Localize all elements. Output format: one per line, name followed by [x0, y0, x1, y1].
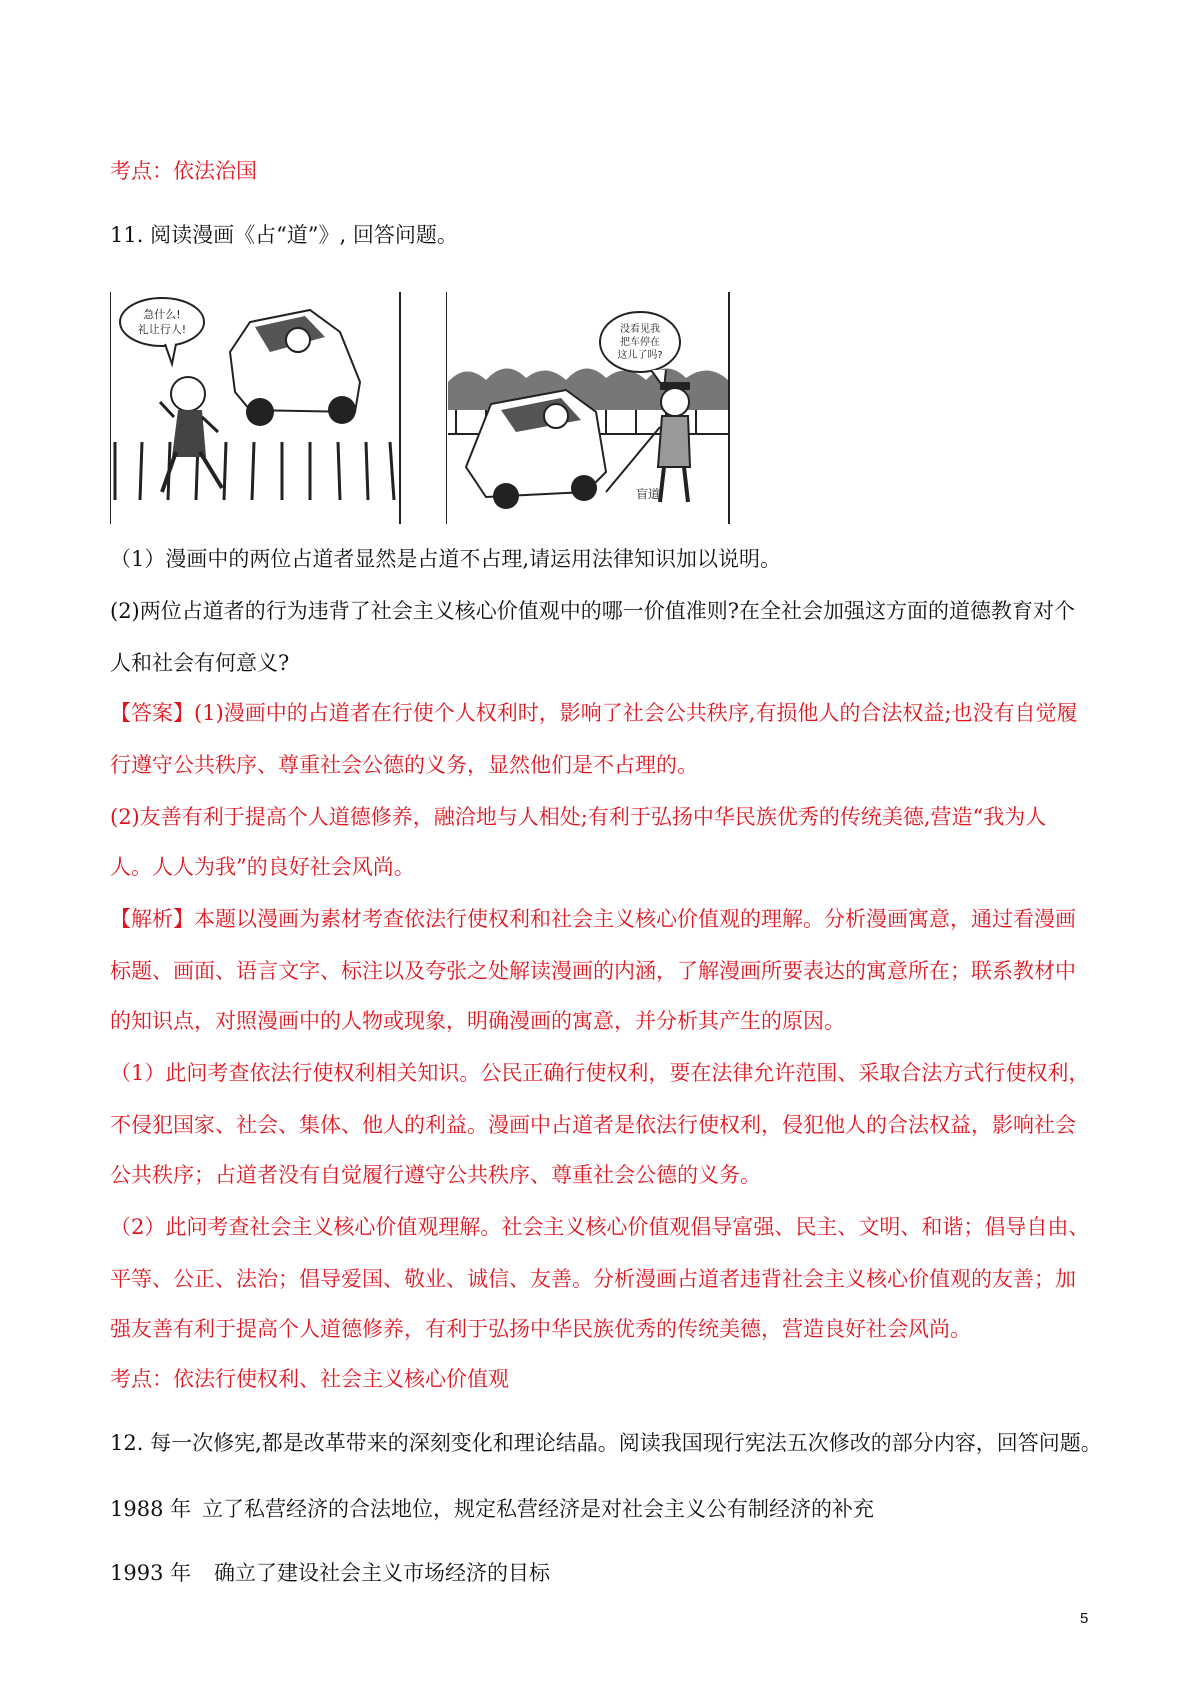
question-11-sub-1: （1）漫画中的两位占道者显然是占道不占理,请运用法律知识加以说明。	[110, 547, 782, 571]
kaodian-question-11: 考点：依法行使权利、社会主义核心价值观	[110, 1367, 509, 1391]
analysis-line-3: 的知识点，对照漫画中的人物或现象，明确漫画的寓意，并分析其产生的原因。	[110, 1009, 845, 1033]
answer-line-4: 人。人人为我”的良好社会风尚。	[110, 855, 415, 879]
kaodian-rule-of-law: 考点：依法治国	[110, 159, 257, 183]
question-11-sub-2-line-1: (2)两位占道者的行为违背了社会主义核心价值观中的哪一价值准则?在全社会加强这方面的道德教育对个	[110, 599, 1076, 623]
comic-right-image	[446, 292, 731, 524]
analysis-line-1: 【解析】本题以漫画为素材考查依法行使权利和社会主义核心价值观的理解。分析漫画寓意，通过看漫画	[110, 907, 1076, 931]
question-12-stem: 12. 每一次修宪,都是改革带来的深刻变化和理论结晶。阅读我国现行宪法五次修改的部分内容，回答问题。	[110, 1431, 1102, 1455]
analysis-line-2: 标题、画面、语言文字、标注以及夸张之处解读漫画的内涵，了解漫画所要表达的寓意所在；联系教材中	[110, 959, 1076, 983]
comic-right-bubble-line-3: 这儿了吗?	[617, 350, 663, 361]
answer-line-1: 【答案】(1)漫画中的占道者在行使个人权利时，影响了社会公共秩序,有损他人的合法权益;也没有自觉履	[110, 701, 1078, 725]
q12-row-2-text: 确立了建设社会主义市场经济的目标	[214, 1561, 550, 1585]
analysis-line-4: （1）此问考查依法行使权利相关知识。公民正确行使权利，要在法律允许范围、采取合法方式行使权利，	[110, 1061, 1090, 1085]
comic-right-sign: 盲道	[636, 487, 661, 501]
answer-line-3: (2)友善有利于提高个人道德修养，融洽地与人相处;有利于弘扬中华民族优秀的传统美德,营造“我为人	[110, 805, 1047, 829]
question-11-sub-2-line-2: 人和社会有何意义?	[110, 651, 290, 675]
analysis-line-6: 公共秩序；占道者没有自觉履行遵守公共秩序、尊重社会公德的义务。	[110, 1163, 761, 1187]
q12-row-1-text: 立了私营经济的合法地位，规定私营经济是对社会主义公有制经济的补充	[202, 1497, 874, 1521]
q12-row-2-year: 1993 年	[110, 1561, 192, 1585]
comic-right-bubble-line-1: 没看见我	[620, 324, 660, 335]
analysis-line-9: 强友善有利于提高个人道德修养，有利于弘扬中华民族优秀的传统美德，营造良好社会风尚。	[110, 1317, 971, 1341]
analysis-line-7: （2）此问考查社会主义核心价值观理解。社会主义核心价值观倡导富强、民主、文明、和谐；倡导自由、	[110, 1215, 1090, 1239]
comic-left-bubble-line-2: 礼让行人!	[137, 323, 187, 336]
analysis-line-8: 平等、公正、法治；倡导爱国、敬业、诚信、友善。分析漫画占道者违背社会主义核心价值观的友善；加	[110, 1267, 1076, 1291]
analysis-line-5: 不侵犯国家、社会、集体、他人的利益。漫画中占道者是依法行使权利，侵犯他人的合法权益，影响社会	[110, 1113, 1076, 1137]
comic-right-bubble-line-2: 把车停在	[620, 337, 660, 348]
q12-row-1-year: 1988 年	[110, 1497, 192, 1521]
comic-left-bubble-line-1: 急什么!	[143, 308, 181, 321]
question-11-stem: 11. 阅读漫画《占“道”》, 回答问题。	[110, 223, 458, 247]
comic-left-image	[110, 292, 403, 524]
page-number: 5	[1080, 1610, 1089, 1627]
answer-line-2: 行遵守公共秩序、尊重社会公德的义务，显然他们是不占理的。	[110, 753, 698, 777]
